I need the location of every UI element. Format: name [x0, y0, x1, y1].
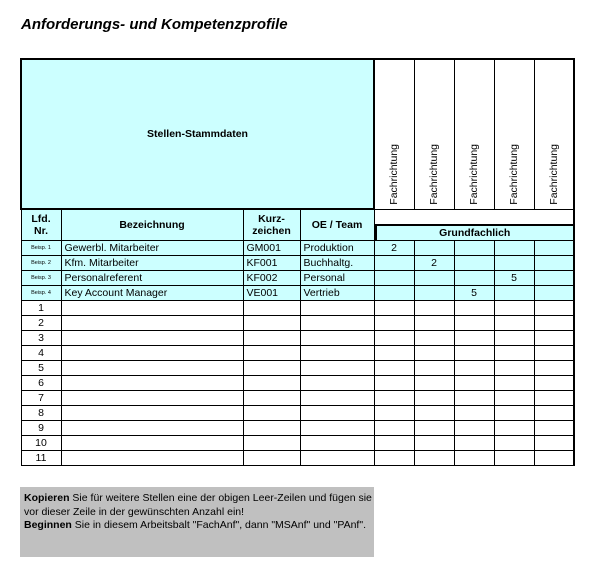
empty-row: [21, 331, 574, 346]
empty-cell[interactable]: [300, 346, 374, 361]
empty-cell[interactable]: [374, 421, 414, 436]
empty-cell[interactable]: [374, 316, 414, 331]
empty-cell[interactable]: [374, 346, 414, 361]
empty-cell[interactable]: [300, 406, 374, 421]
bezeichnung-cell[interactable]: Key Account Manager: [61, 286, 243, 301]
row-number[interactable]: 5: [21, 361, 61, 376]
kurzzeichen-cell[interactable]: KF001: [243, 256, 300, 271]
empty-cell[interactable]: [454, 391, 494, 406]
empty-cell[interactable]: [534, 421, 574, 436]
fachrichtung-value-cell[interactable]: [454, 256, 494, 271]
row-number[interactable]: Beisp. 2: [21, 256, 61, 271]
empty-cell[interactable]: [300, 331, 374, 346]
row-number[interactable]: Beisp. 3: [21, 271, 61, 286]
empty-cell[interactable]: [300, 451, 374, 466]
row-number[interactable]: 8: [21, 406, 61, 421]
empty-cell[interactable]: [61, 451, 243, 466]
row-number[interactable]: 7: [21, 391, 61, 406]
empty-row: [21, 301, 574, 316]
empty-cell[interactable]: [374, 376, 414, 391]
empty-row: [21, 436, 574, 451]
empty-cell[interactable]: [414, 376, 454, 391]
empty-cell[interactable]: [374, 301, 414, 316]
fachrichtung-header-5[interactable]: Fachrichtung: [534, 59, 574, 209]
fachrichtung-value-cell[interactable]: [454, 271, 494, 286]
example-row: [21, 256, 574, 271]
empty-cell[interactable]: [374, 436, 414, 451]
fachrichtung-value-cell[interactable]: [534, 271, 574, 286]
fachrichtung-header-2[interactable]: Fachrichtung: [414, 59, 454, 209]
empty-cell[interactable]: [300, 421, 374, 436]
empty-cell[interactable]: [300, 376, 374, 391]
row-number[interactable]: 3: [21, 331, 61, 346]
empty-row: [21, 391, 574, 406]
row-number[interactable]: Beisp. 4: [21, 286, 61, 301]
empty-cell[interactable]: [414, 331, 454, 346]
col-lfd-nr: Lfd. Nr.: [21, 209, 61, 241]
empty-cell[interactable]: [454, 436, 494, 451]
empty-cell[interactable]: [374, 391, 414, 406]
fachrichtung-value-cell[interactable]: [414, 271, 454, 286]
empty-cell[interactable]: [534, 376, 574, 391]
row-number[interactable]: 9: [21, 421, 61, 436]
empty-cell[interactable]: [414, 346, 454, 361]
empty-cell[interactable]: [534, 346, 574, 361]
empty-cell[interactable]: [243, 346, 300, 361]
empty-cell[interactable]: [61, 406, 243, 421]
empty-cell[interactable]: [374, 406, 414, 421]
empty-cell[interactable]: [494, 391, 534, 406]
fachrichtung-value-cell[interactable]: 5: [494, 271, 534, 286]
empty-cell[interactable]: [243, 316, 300, 331]
empty-cell[interactable]: [243, 376, 300, 391]
fachrichtung-value-cell[interactable]: [454, 241, 494, 256]
empty-cell[interactable]: [414, 301, 454, 316]
empty-cell[interactable]: [454, 406, 494, 421]
fachrichtung-value-cell[interactable]: [494, 286, 534, 301]
empty-cell[interactable]: [414, 361, 454, 376]
empty-row: [21, 451, 574, 466]
fachrichtung-value-cell[interactable]: [494, 241, 534, 256]
fachrichtung-value-cell[interactable]: [414, 286, 454, 301]
empty-cell[interactable]: [534, 436, 574, 451]
empty-cell[interactable]: [534, 451, 574, 466]
empty-cell[interactable]: [534, 316, 574, 331]
empty-cell[interactable]: [300, 436, 374, 451]
empty-cell[interactable]: [494, 346, 534, 361]
oe-team-cell[interactable]: Vertrieb: [300, 286, 374, 301]
example-row: [21, 271, 574, 286]
empty-cell[interactable]: [454, 451, 494, 466]
empty-cell[interactable]: [243, 391, 300, 406]
empty-cell[interactable]: [494, 301, 534, 316]
empty-cell[interactable]: [61, 316, 243, 331]
fachrichtung-header-3[interactable]: Fachrichtung: [454, 59, 494, 209]
col-bezeichnung: Bezeichnung: [61, 209, 243, 241]
empty-cell[interactable]: [414, 406, 454, 421]
empty-cell[interactable]: [494, 406, 534, 421]
empty-cell[interactable]: [494, 316, 534, 331]
empty-cell[interactable]: [414, 391, 454, 406]
empty-cell[interactable]: [374, 361, 414, 376]
empty-cell[interactable]: [61, 436, 243, 451]
empty-cell[interactable]: [414, 421, 454, 436]
empty-cell[interactable]: [300, 391, 374, 406]
fachrichtung-value-cell[interactable]: [534, 286, 574, 301]
empty-cell[interactable]: [61, 331, 243, 346]
empty-cell[interactable]: [61, 361, 243, 376]
empty-cell[interactable]: [494, 421, 534, 436]
empty-cell[interactable]: [494, 451, 534, 466]
empty-cell[interactable]: [454, 376, 494, 391]
oe-team-cell[interactable]: Buchhaltg.: [300, 256, 374, 271]
empty-cell[interactable]: [61, 391, 243, 406]
empty-cell[interactable]: [374, 451, 414, 466]
bezeichnung-cell[interactable]: Kfm. Mitarbeiter: [61, 256, 243, 271]
fachrichtung-header-4[interactable]: Fachrichtung: [494, 59, 534, 209]
fachrichtung-value-cell[interactable]: [534, 241, 574, 256]
instruction-note: Kopieren Sie für weitere Stellen eine der obigen Leer-Zeilen und fügen sie vor dieser Zeile in der gewünschten Anzahl ein! Beginnen Sie in diesem Arbeitsbalt "FachAnf", dann "MSAnf" und "PAnf".: [20, 487, 374, 557]
fachrichtung-value-cell[interactable]: [534, 256, 574, 271]
empty-cell[interactable]: [534, 361, 574, 376]
empty-cell[interactable]: [374, 331, 414, 346]
fachrichtung-value-cell[interactable]: [494, 256, 534, 271]
fachrichtung-value-cell[interactable]: [374, 256, 414, 271]
empty-cell[interactable]: [243, 421, 300, 436]
kurzzeichen-cell[interactable]: KF002: [243, 271, 300, 286]
row-number[interactable]: 4: [21, 346, 61, 361]
page-title: Anforderungs- und Kompetenzprofile: [21, 16, 288, 33]
empty-cell[interactable]: [243, 331, 300, 346]
empty-cell[interactable]: [243, 406, 300, 421]
empty-cell[interactable]: [61, 301, 243, 316]
empty-cell[interactable]: [454, 361, 494, 376]
fachrichtung-value-cell[interactable]: [414, 241, 454, 256]
example-row: [21, 286, 574, 301]
row-number[interactable]: 1: [21, 301, 61, 316]
empty-cell[interactable]: [454, 301, 494, 316]
empty-cell[interactable]: [414, 436, 454, 451]
empty-cell[interactable]: [454, 331, 494, 346]
row-number[interactable]: 2: [21, 316, 61, 331]
empty-cell[interactable]: [534, 406, 574, 421]
kurzzeichen-cell[interactable]: VE001: [243, 286, 300, 301]
kurzzeichen-cell[interactable]: GM001: [243, 241, 300, 256]
fachrichtung-value-cell[interactable]: 2: [374, 241, 414, 256]
empty-cell[interactable]: [534, 301, 574, 316]
empty-cell[interactable]: [61, 376, 243, 391]
fachrichtung-header-1[interactable]: Fachrichtung: [374, 59, 414, 209]
row-number[interactable]: Beisp. 1: [21, 241, 61, 256]
empty-cell[interactable]: [300, 316, 374, 331]
empty-cell[interactable]: [300, 361, 374, 376]
oe-team-cell[interactable]: Personal: [300, 271, 374, 286]
empty-cell[interactable]: [61, 346, 243, 361]
col-kurzzeichen: Kurz- zeichen: [243, 209, 300, 241]
bezeichnung-cell[interactable]: Personalreferent: [61, 271, 243, 286]
empty-row: [21, 346, 574, 361]
empty-cell[interactable]: [414, 316, 454, 331]
empty-row: [21, 421, 574, 436]
empty-cell[interactable]: [243, 361, 300, 376]
fachrichtung-value-cell[interactable]: [374, 271, 414, 286]
empty-row: [21, 361, 574, 376]
col-oe-team: OE / Team: [300, 209, 374, 241]
row-number[interactable]: 6: [21, 376, 61, 391]
empty-cell[interactable]: [494, 436, 534, 451]
empty-cell[interactable]: [454, 316, 494, 331]
empty-cell[interactable]: [243, 301, 300, 316]
empty-cell[interactable]: [494, 361, 534, 376]
empty-cell[interactable]: [534, 331, 574, 346]
fachrichtung-value-cell[interactable]: 5: [454, 286, 494, 301]
row-number[interactable]: 11: [21, 451, 61, 466]
stammdaten-header: Stellen-Stammdaten: [21, 59, 374, 209]
empty-row: [21, 406, 574, 421]
empty-cell[interactable]: [243, 436, 300, 451]
empty-row: [21, 316, 574, 331]
empty-cell[interactable]: [534, 391, 574, 406]
grundfachlich-area: [374, 209, 574, 241]
bezeichnung-cell[interactable]: Gewerbl. Mitarbeiter: [61, 241, 243, 256]
empty-cell[interactable]: [494, 376, 534, 391]
empty-cell[interactable]: [300, 301, 374, 316]
row-number[interactable]: 10: [21, 436, 61, 451]
oe-team-cell[interactable]: Produktion: [300, 241, 374, 256]
fachrichtung-value-cell[interactable]: 2: [414, 256, 454, 271]
empty-cell[interactable]: [61, 421, 243, 436]
empty-cell[interactable]: [414, 451, 454, 466]
profile-table: [20, 58, 575, 466]
empty-cell[interactable]: [494, 331, 534, 346]
empty-row: [21, 376, 574, 391]
example-row: [21, 241, 574, 256]
fachrichtung-value-cell[interactable]: [374, 286, 414, 301]
empty-cell[interactable]: [243, 451, 300, 466]
empty-cell[interactable]: [454, 421, 494, 436]
empty-cell[interactable]: [454, 346, 494, 361]
grundfachlich-header: Grundfachlich: [375, 224, 574, 240]
